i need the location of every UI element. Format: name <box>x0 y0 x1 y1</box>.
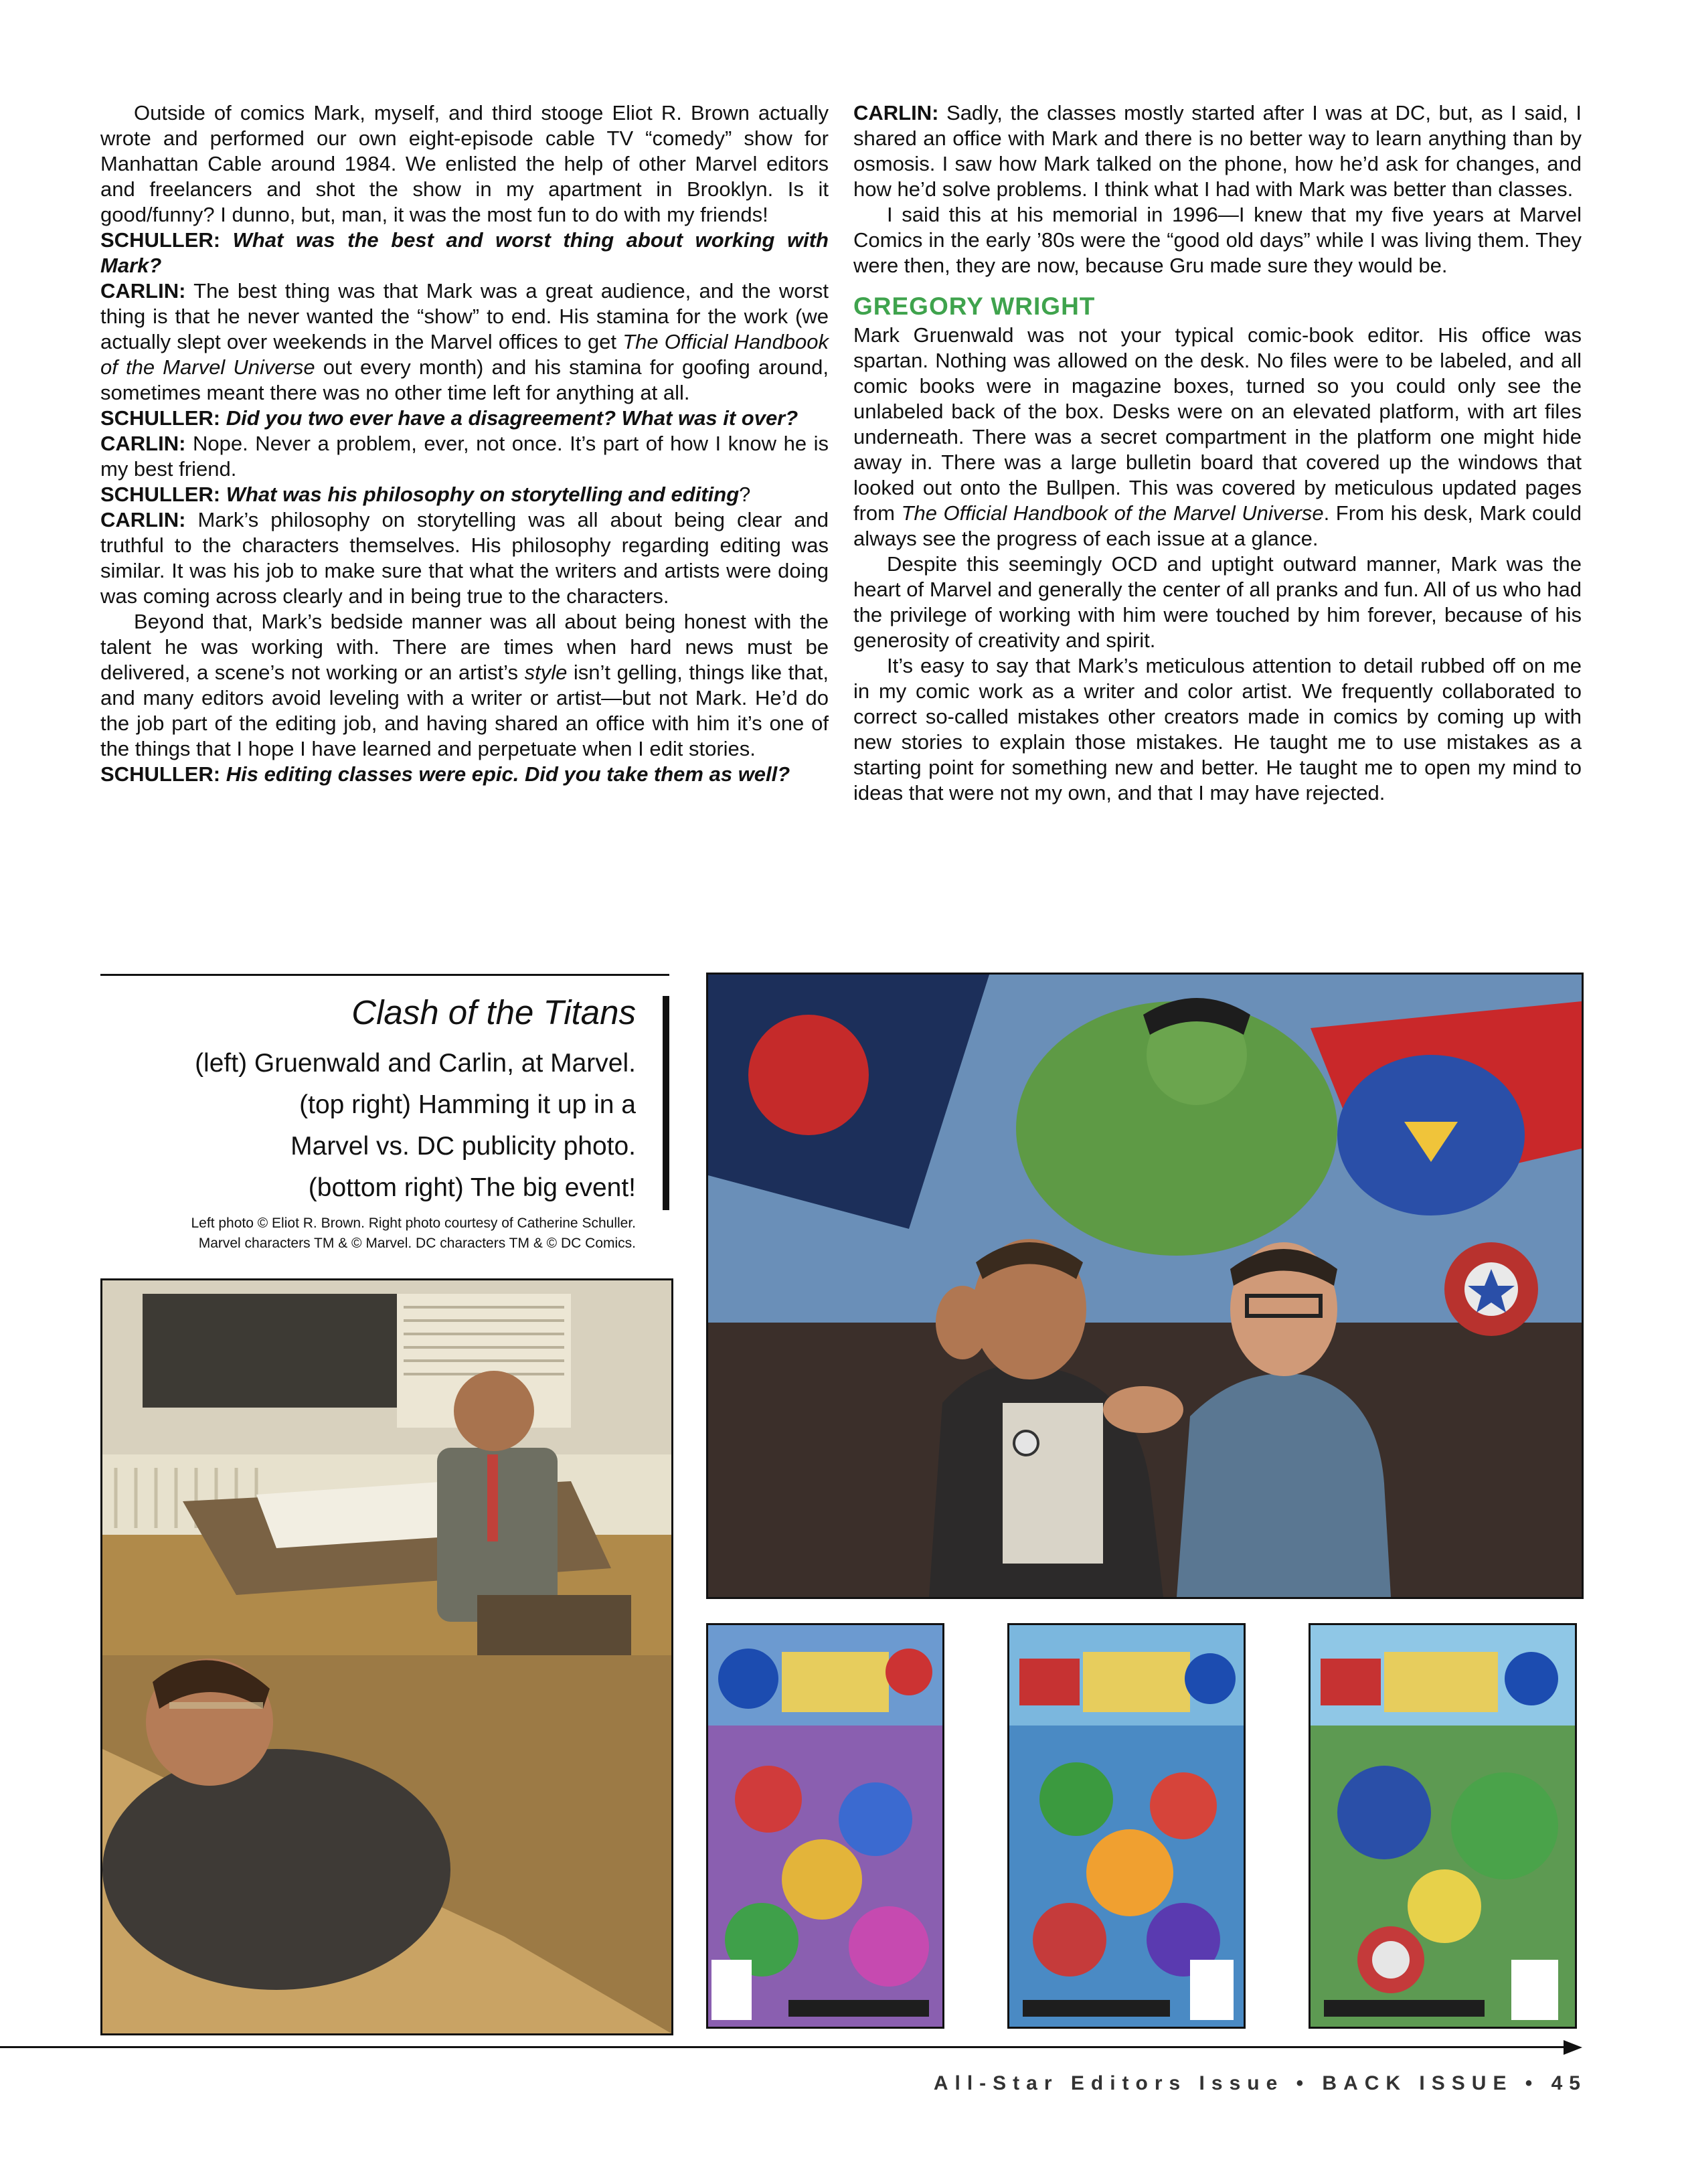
paragraph-heart-of-marvel: Despite this seemingly OCD and uptight outward manner, Mark was the heart of Marvel and generally the center of all pranks and fun. All of us who had the privilege of working with him were touched by him forever, because of his generosity of creativity and spirit. <box>853 552 1582 652</box>
question-philosophy <box>100 482 829 507</box>
caption-accent-bar <box>663 996 669 1210</box>
handbook-title: The Official Handbook of the Marvel Universe <box>100 330 829 379</box>
caption-line: (bottom right) The big event! <box>308 1173 636 1202</box>
photo-caption <box>100 974 669 1257</box>
publicity-photo-illustration <box>708 975 1582 1597</box>
answer-text: out every month) and his stamina for goofing around, sometimes meant there was no other time left for anything at all. <box>100 355 829 404</box>
publicity-photo <box>706 973 1584 1599</box>
question-classes <box>100 762 829 787</box>
speaker-label: CARLIN: <box>100 279 186 303</box>
section-heading-gregory-wright: GREGORY WRIGHT <box>853 292 1096 320</box>
speaker-label: CARLIN: <box>100 432 186 455</box>
speaker-label: CARLIN: <box>100 508 186 531</box>
speaker-label: SCHULLER: <box>100 762 221 786</box>
answer-text: Sadly, the classes mostly started after I was at DC, but, as I said, I shared an office with Mark and there is no better way to learn anything than by osmosis. I saw how Mark talked on the phone, how he’d ask for changes, and how he’d solve problems. I think what I had with Mark was better than classes. <box>853 101 1582 201</box>
comic-cover-marvel-versus-dc-2 <box>1007 1623 1246 2029</box>
caption-line: Marvel vs. DC publicity photo. <box>290 1132 636 1161</box>
question-best-worst <box>100 228 829 278</box>
footer-arrow-icon <box>1564 2040 1582 2055</box>
page-footer: All-Star Editors Issue • BACK ISSUE • 45 <box>933 2072 1587 2094</box>
office-photo <box>100 1278 673 2035</box>
question-mark: ? <box>739 483 751 506</box>
answer-best-worst <box>100 278 829 406</box>
comic-cover-illustration <box>1009 1625 1244 2027</box>
question-disagreement <box>100 406 829 431</box>
style-word: style <box>524 661 568 684</box>
question-text: His editing classes were epic. Did you take them as well? <box>226 762 790 786</box>
speaker-label: SCHULLER: <box>100 483 221 506</box>
paragraph-bedside-manner: Beyond that, Mark’s bedside manner was all about being honest with the talent he was working with. There are times when hard news must be delivered, a scene’s not working or an artist’s style isn’t gelling, things like that, and many editors avoid leveling with a writer or artist—but not Mark. He’d do the job part of the editing job, and having shared an office with him it’s one of the things that I hope I have learned and perpetuate when I edit stories. <box>100 610 829 760</box>
answer-disagreement <box>100 431 829 482</box>
speaker-label: SCHULLER: <box>100 228 221 252</box>
caption-line: (top right) Hamming it up in a <box>299 1090 636 1119</box>
comic-cover-illustration <box>1311 1625 1575 2027</box>
caption-title: Clash of the Titans <box>351 993 636 1031</box>
paragraph-attention-to-detail: It’s easy to say that Mark’s meticulous attention to detail rubbed off on me in my comic work as a writer and color artist. We frequently collaborated to correct so-called mistakes other creators made in comics by coming up with new stories to explain those mistakes. He taught me to use mistakes as a starting point for something new and better. He taught me to open my mind to ideas that were not my own, and that I may have rejected. <box>853 654 1582 805</box>
comic-cover-marvel-versus-dc-3 <box>1309 1623 1577 2029</box>
answer-text: Nope. Never a problem, ever, not once. It’s part of how I know he is my best friend. <box>100 432 829 481</box>
question-text: Did you two ever have a disagreement? What was it over? <box>226 406 798 430</box>
answer-text: The best thing was that Mark was a great audience, and the worst thing is that he never wanted the “show” to end. His stamina for the work (we actually slept over weekends in the Marvel offices to get <box>100 279 829 353</box>
question-text: What was his philosophy on storytelling and editing <box>226 483 740 506</box>
speaker-label: SCHULLER: <box>100 406 221 430</box>
paragraph-cable-show: Outside of comics Mark, myself, and third stooge Eliot R. Brown actually wrote and performed our own eight-episode cable TV “comedy” show for Manhattan Cable around 1984. We enlisted the help of other Marvel editors and freelancers and shot the show in my apartment in Brooklyn. Is it good/funny? I dunno, but, man, it was the most fun to do with my friends! <box>100 101 829 226</box>
answer-text: Mark’s philosophy on storytelling was all about being clear and truthful to the characters themselves. His philosophy regarding editing was similar. It was his job to make sure that what the writers and artists were doing was coming across clearly and in being true to the characters. <box>100 508 829 608</box>
paragraph-memorial: I said this at his memorial in 1996—I knew that my five years at Marvel Comics in the early ’80s were the “good old days” while I was living them. They were then, they are now, because Gru made sure they would be. <box>853 203 1582 277</box>
comic-cover-illustration <box>708 1625 942 2027</box>
speaker-label: CARLIN: <box>853 101 939 124</box>
right-column <box>853 100 1582 806</box>
left-column <box>100 100 829 787</box>
question-text: What was the best and worst thing about working with Mark? <box>100 228 829 277</box>
answer-philosophy <box>100 507 829 609</box>
office-photo-illustration <box>102 1280 671 2033</box>
answer-classes <box>853 100 1582 202</box>
paragraph-office: Mark Gruenwald was not your typical comic-book editor. His office was spartan. Nothing was allowed on the desk. No files were to be labeled, and all comic books were in magazine boxes, turned so you could only see the unlabeled back of the box. Desks were on an elevated platform, with art files underneath. There was a secret compartment in the platform one might hide away in. There was a large bulletin board that covered up the windows that looked out onto the Bullpen. This was covered by meticulous updated pages from The Official Handbook of the Marvel Universe. From his desk, Mark could always see the progress of each issue at a glance. <box>853 323 1582 550</box>
comic-cover-dc-versus-marvel-1 <box>706 1623 944 2029</box>
caption-lines <box>127 1043 636 1209</box>
caption-line: (left) Gruenwald and Carlin, at Marvel. <box>195 1049 636 1078</box>
footer-rule <box>0 2046 1566 2048</box>
photo-credit: Left photo © Eliot R. Brown. Right photo courtesy of Catherine Schuller. Marvel characters TM & © Marvel. DC characters TM & © DC Comics. <box>191 1215 636 1251</box>
handbook-title: The Official Handbook of the Marvel Universe <box>901 501 1324 525</box>
